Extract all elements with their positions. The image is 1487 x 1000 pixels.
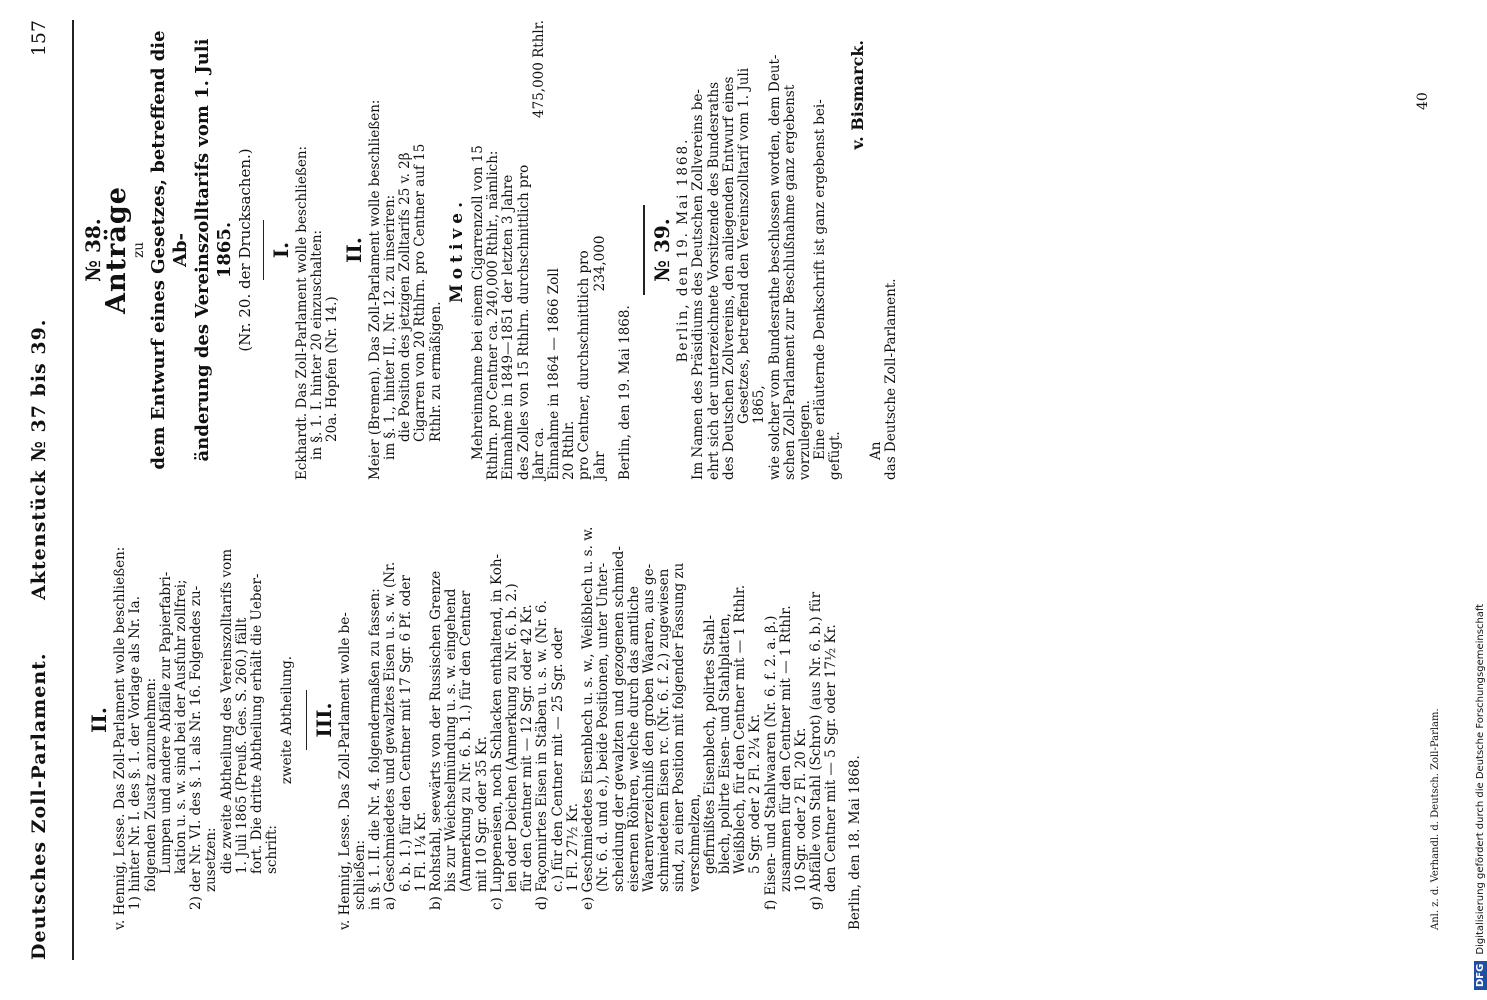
- iii-line: Weißblech, für den Centner mit — 1 Rthlr.: [732, 584, 749, 874]
- motive-line: Jahr ca. 475,000 Rthlr.: [530, 20, 547, 480]
- iii-line: den Centner mit — 5 Sgr. oder 17½ Kr.: [823, 624, 840, 892]
- iii-line: 1 Fl. 27½ Kr.: [564, 802, 581, 892]
- addressee: das Deutsche Zoll-Parlament.: [882, 278, 899, 480]
- ii-line: Lumpen und andere Abfälle zur Papierfabri-: [157, 571, 174, 874]
- dfg-logo: DFG: [1474, 961, 1487, 990]
- ii-line: die Position des jetzigen Zolltarifs 25 v. 2β: [397, 152, 414, 442]
- iii-line: verschmelzen,: [686, 793, 703, 892]
- title-zu: zu: [131, 242, 148, 258]
- section-heading-i: I.: [268, 241, 293, 259]
- iii-line: sind, zu einer Position mit folgender Fassung zu: [671, 562, 688, 892]
- iii-line: zusammen für den Centner mit — 1 Rthlr.: [777, 605, 794, 892]
- iii-line: blech, polirte Eisen- und Stahlplatten,: [716, 613, 733, 874]
- iii-line: (Anmerkung zu Nr. 6. b. 1.) für den Centner: [458, 590, 475, 892]
- document-title: Anträge: [101, 186, 133, 314]
- subtitle-line: (Nr. 20. der Drucksachen.): [235, 148, 254, 352]
- divider: [263, 220, 264, 280]
- section-heading-iii: III.: [311, 702, 336, 738]
- right-column: [80, 20, 899, 480]
- place-date: Berlin, den 18. Mai 1868.: [846, 755, 863, 930]
- document-number-39: № 39.: [650, 218, 675, 282]
- motive-line: Einnahme in 1849—1851 der letzten 3 Jahre: [500, 174, 517, 480]
- iii-line: g) Abfälle von Stahl (Schrot) (aus Nr. 6. b.) für: [808, 591, 825, 910]
- divider: [306, 690, 307, 750]
- place-date: Berlin, den 19. Mai 1868.: [675, 137, 692, 363]
- ii-line: Meier (Bremen). Das Zoll-Parlament wolle beschließen:: [366, 99, 383, 480]
- ii-line: folgenden Zusatz anzunehmen:: [142, 677, 159, 892]
- section-heading-ii: II.: [341, 237, 366, 263]
- iii-line: len oder Deichen (Anmerkung zu Nr. 6. b. 2.): [504, 583, 521, 892]
- header-rule: [72, 20, 74, 960]
- letter-line: vorzulegen.: [796, 400, 813, 480]
- iii-line: d) Façonnirtes Eisen in Stäben u. s. w. (Nr. 6.: [534, 600, 551, 910]
- letter-line: ehrt sich der unterzeichnete Vorsitzende des Bundesraths: [705, 81, 722, 480]
- letter-line: wie solcher vom Bundesrathe beschlossen worden, dem Deut-: [766, 54, 783, 480]
- left-column: [86, 510, 863, 930]
- iii-line: a) Geschmiedetes und gewalztes Eisen u. s. w. (Nr.: [382, 561, 399, 910]
- iii-line: (Nr. 6. d. und e.), beide Positionen, unter Unter-: [595, 562, 612, 892]
- iii-line: gefirnißtes Eisenblech, polirtes Stahl-: [701, 614, 718, 874]
- ii-line: Cigarren von 20 Rthlrn. pro Centner auf 15: [412, 143, 429, 442]
- motive-heading: Motive.: [446, 196, 467, 304]
- ii-line: 1. Juli 1865 (Preuß. Ges. S. 260.) fällt: [233, 617, 250, 874]
- addressee-an: An: [867, 441, 884, 460]
- iii-line: für den Centner mit — 12 Sgr. oder 42 Kr.: [519, 604, 536, 892]
- header-center: Aktenstück № 37 bis 39.: [28, 318, 50, 600]
- motive-line: Jahr234,000: [591, 235, 608, 480]
- letter-line: gefügt.: [827, 431, 844, 480]
- ii-line: zusetzen:: [203, 827, 220, 892]
- footnote: Anl. z. d. Verhandl. d. Deutsch. Zoll-Parlam.: [1430, 708, 1441, 930]
- iii-line: bis zur Weichselmündung u. s. w. eingehend: [443, 588, 460, 892]
- ii-line: im §. 1., hinter II., Nr. 12. zu inseriren:: [382, 194, 399, 460]
- iii-line: in §. 1. II. die Nr. 4. folgendermaßen zu fassen:: [367, 588, 384, 910]
- letter-line: 1865,: [751, 385, 768, 424]
- iii-line: 6. b. 1.) für den Centner mit 17 Sgr. 6 Pf. oder: [397, 575, 414, 892]
- letter-line: schen Zoll-Parlament zur Beschlußnahme ganz ergebenst: [781, 84, 798, 480]
- ii-line: fort. Die dritte Abtheilung erhält die Ueber-: [249, 573, 266, 874]
- ii-line: v. Hennig, Lesse. Das Zoll-Parlament wolle beschließen:: [112, 546, 129, 930]
- iii-line: schmiedetem Eisen rc. (Nr. 6. f. 2.) zugewiesen: [656, 568, 673, 892]
- motive-line: Mehreinnahme bei einem Cigarrenzoll von 15: [470, 145, 487, 460]
- iii-line: b) Rohstahl, seewärts von der Russischen Grenze: [428, 570, 445, 910]
- ii-line: Rthlr. zu ermäßigen.: [427, 301, 444, 442]
- iii-line: v. Hennig, Lesse. Das Zoll-Parlament wolle be-: [336, 612, 353, 930]
- iii-line: mit 10 Sgr. oder 35 Kr.: [473, 735, 490, 892]
- motive-line: Rthlrn. pro Centner ca. 240,000 Rthlr., nämlich:: [485, 150, 502, 480]
- iii-line: 10 Sgr. oder 2 Fl. 20 Kr.: [792, 727, 809, 892]
- section-heading-ii: II.: [87, 707, 111, 733]
- ii-line: 1) hinter Nr. I. des §. 1. der Vorlage als Nr. Ia.: [127, 595, 144, 910]
- ii-line: die zweite Abtheilung des Vereinszolltarifs vom: [218, 548, 235, 874]
- signature: v. Bismarck.: [847, 40, 867, 150]
- document-number-38: № 38.: [81, 218, 105, 282]
- ii-line: 2) der Nr. VI. des §. 1. als Nr. 16. Folgendes zu-: [188, 585, 205, 910]
- iii-line: scheidung der gewalzten und gezogenen schmied-: [610, 546, 627, 892]
- page-number: 157: [28, 20, 50, 57]
- ii-line: zweite Abtheilung.: [279, 655, 296, 785]
- iii-line: c.) für den Centner mit — 25 Sgr. oder: [549, 627, 566, 892]
- i-line: 20a. Hopfen (Nr. 14.): [324, 296, 341, 442]
- iii-line: e) Geschmiedetes Eisenblech u. s. w., Weißblech u. s. w.: [580, 526, 597, 910]
- i-line: in §. 1. I. hinter 20 einzuschalten:: [309, 229, 326, 460]
- header-left: Deutsches Zoll-Parlament.: [28, 652, 50, 960]
- ii-line: schrift:: [264, 825, 281, 874]
- page-header: [28, 20, 68, 960]
- letter-line: Eine erläuternde Denkschrift ist ganz ergebenst bei-: [812, 99, 829, 460]
- i-line: Eckhardt. Das Zoll-Parlament wolle beschließen:: [294, 145, 311, 480]
- motive-line: pro Centner, durchschnittlich pro: [576, 250, 593, 480]
- subtitle-line: dem Entwurf eines Gesetzes, betreffend die Ab-: [147, 30, 191, 470]
- iii-line: Waarenverzeichniß den groben Waaren, aus ge-: [640, 563, 657, 892]
- motive-line: 20 Rthlr.: [561, 420, 578, 480]
- motive-line: Einnahme in 1864 — 1866 Zoll: [546, 268, 563, 480]
- iii-line: f) Eisen- und Stahlwaaren (Nr. 6. f. 2. a. β.): [762, 615, 779, 910]
- letter-line: des Deutschen Zollvereins, den anliegenden Entwurf eines: [720, 76, 737, 480]
- iii-line: 1 Fl. 1¼ Kr.: [412, 811, 429, 892]
- motive-amount: 475,000 Rthlr.: [530, 20, 547, 118]
- page-mark: 40: [1415, 92, 1431, 110]
- letter-line: Im Namen des Präsidiums des Deutschen Zollvereins be-: [690, 89, 707, 480]
- ii-line: kation u. s. w. sind bei der Ausfuhr zollfrei;: [173, 579, 190, 874]
- iii-line: eisernen Röhren, welche durch das amtliche: [625, 586, 642, 892]
- motive-line: des Zolles von 15 Rthlrn. durchschnittlich pro: [515, 164, 532, 480]
- dfg-side-label: [1470, 10, 1487, 990]
- iii-line: c) Luppeneisen, noch Schlacken enthaltend, in Koh-: [488, 553, 505, 910]
- iii-line: schließen:: [352, 839, 369, 910]
- subtitle-line: änderung des Vereinszolltarifs vom 1. Juli 1865.: [191, 38, 235, 462]
- divider: [643, 205, 645, 295]
- dfg-text: Digitalisierung gefördert durch die Deutsche Forschungsgemeinschaft: [1475, 603, 1486, 955]
- letter-line: Gesetzes, betreffend den Vereinszolltarif vom 1. Juli: [736, 67, 753, 424]
- motive-amount: 234,000: [591, 235, 608, 292]
- place-date: Berlin, den 19. Mai 1868.: [616, 305, 633, 480]
- iii-line: 5 Sgr. oder 2 Fl. 2¼ Kr.: [747, 713, 764, 874]
